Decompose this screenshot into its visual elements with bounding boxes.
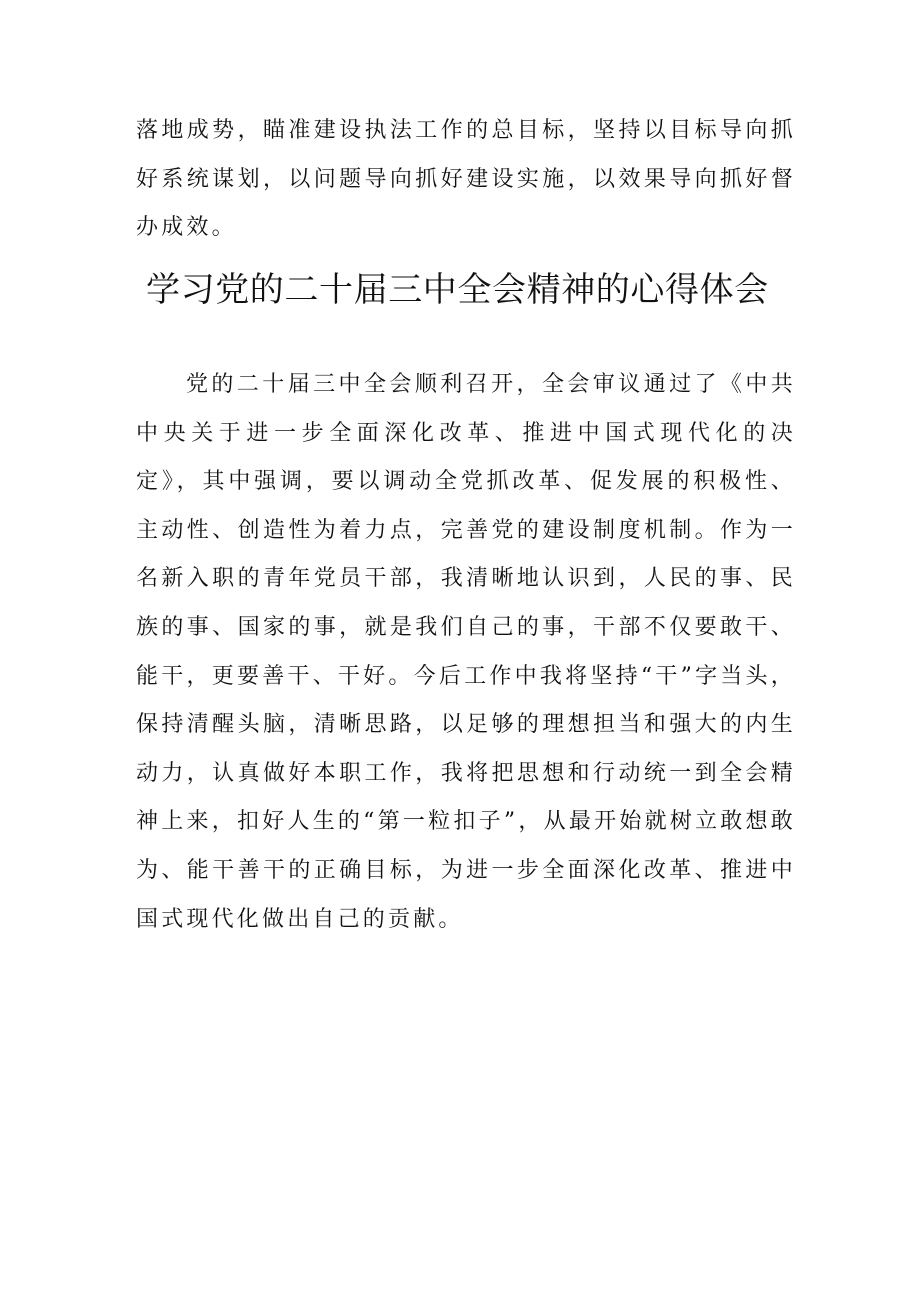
section-title: 学习党的二十届三中全会精神的心得体会 bbox=[146, 270, 769, 310]
body-paragraph: 党的二十届三中全会顺利召开，全会审议通过了《中共中央关于进一步全面深化改革、推进中国式现代化的决定》，其中强调，要以调动全党抓改革、促发展的积极性、主动性、创造性为着力点，完善党的建设制度机制。作为一名新入职的青年党员干部，我清晰地认识到，人民的事、民族的事、国家的事，就是我们自己的事，干部不仅要敢干、能干，更要善干、干好。今后工作中我将坚持“干”字当头，保持清醒头脑，清晰思路，以足够的理想担当和强大的内生动力，认真做好本职工作，我将把思想和行动统一到全会精神上来，扣好人生的“第一粒扣子”，从最开始就树立敢想敢为、能干善干的正确目标，为进一步全面深化改革、推进中国式现代化做出自己的贡献。 bbox=[136, 372, 796, 932]
continuation-paragraph: 落地成势，瞄准建设执法工作的总目标，坚持以目标导向抓好系统谋划，以问题导向抓好建设实施，以效果导向抓好督办成效。 bbox=[136, 118, 796, 241]
